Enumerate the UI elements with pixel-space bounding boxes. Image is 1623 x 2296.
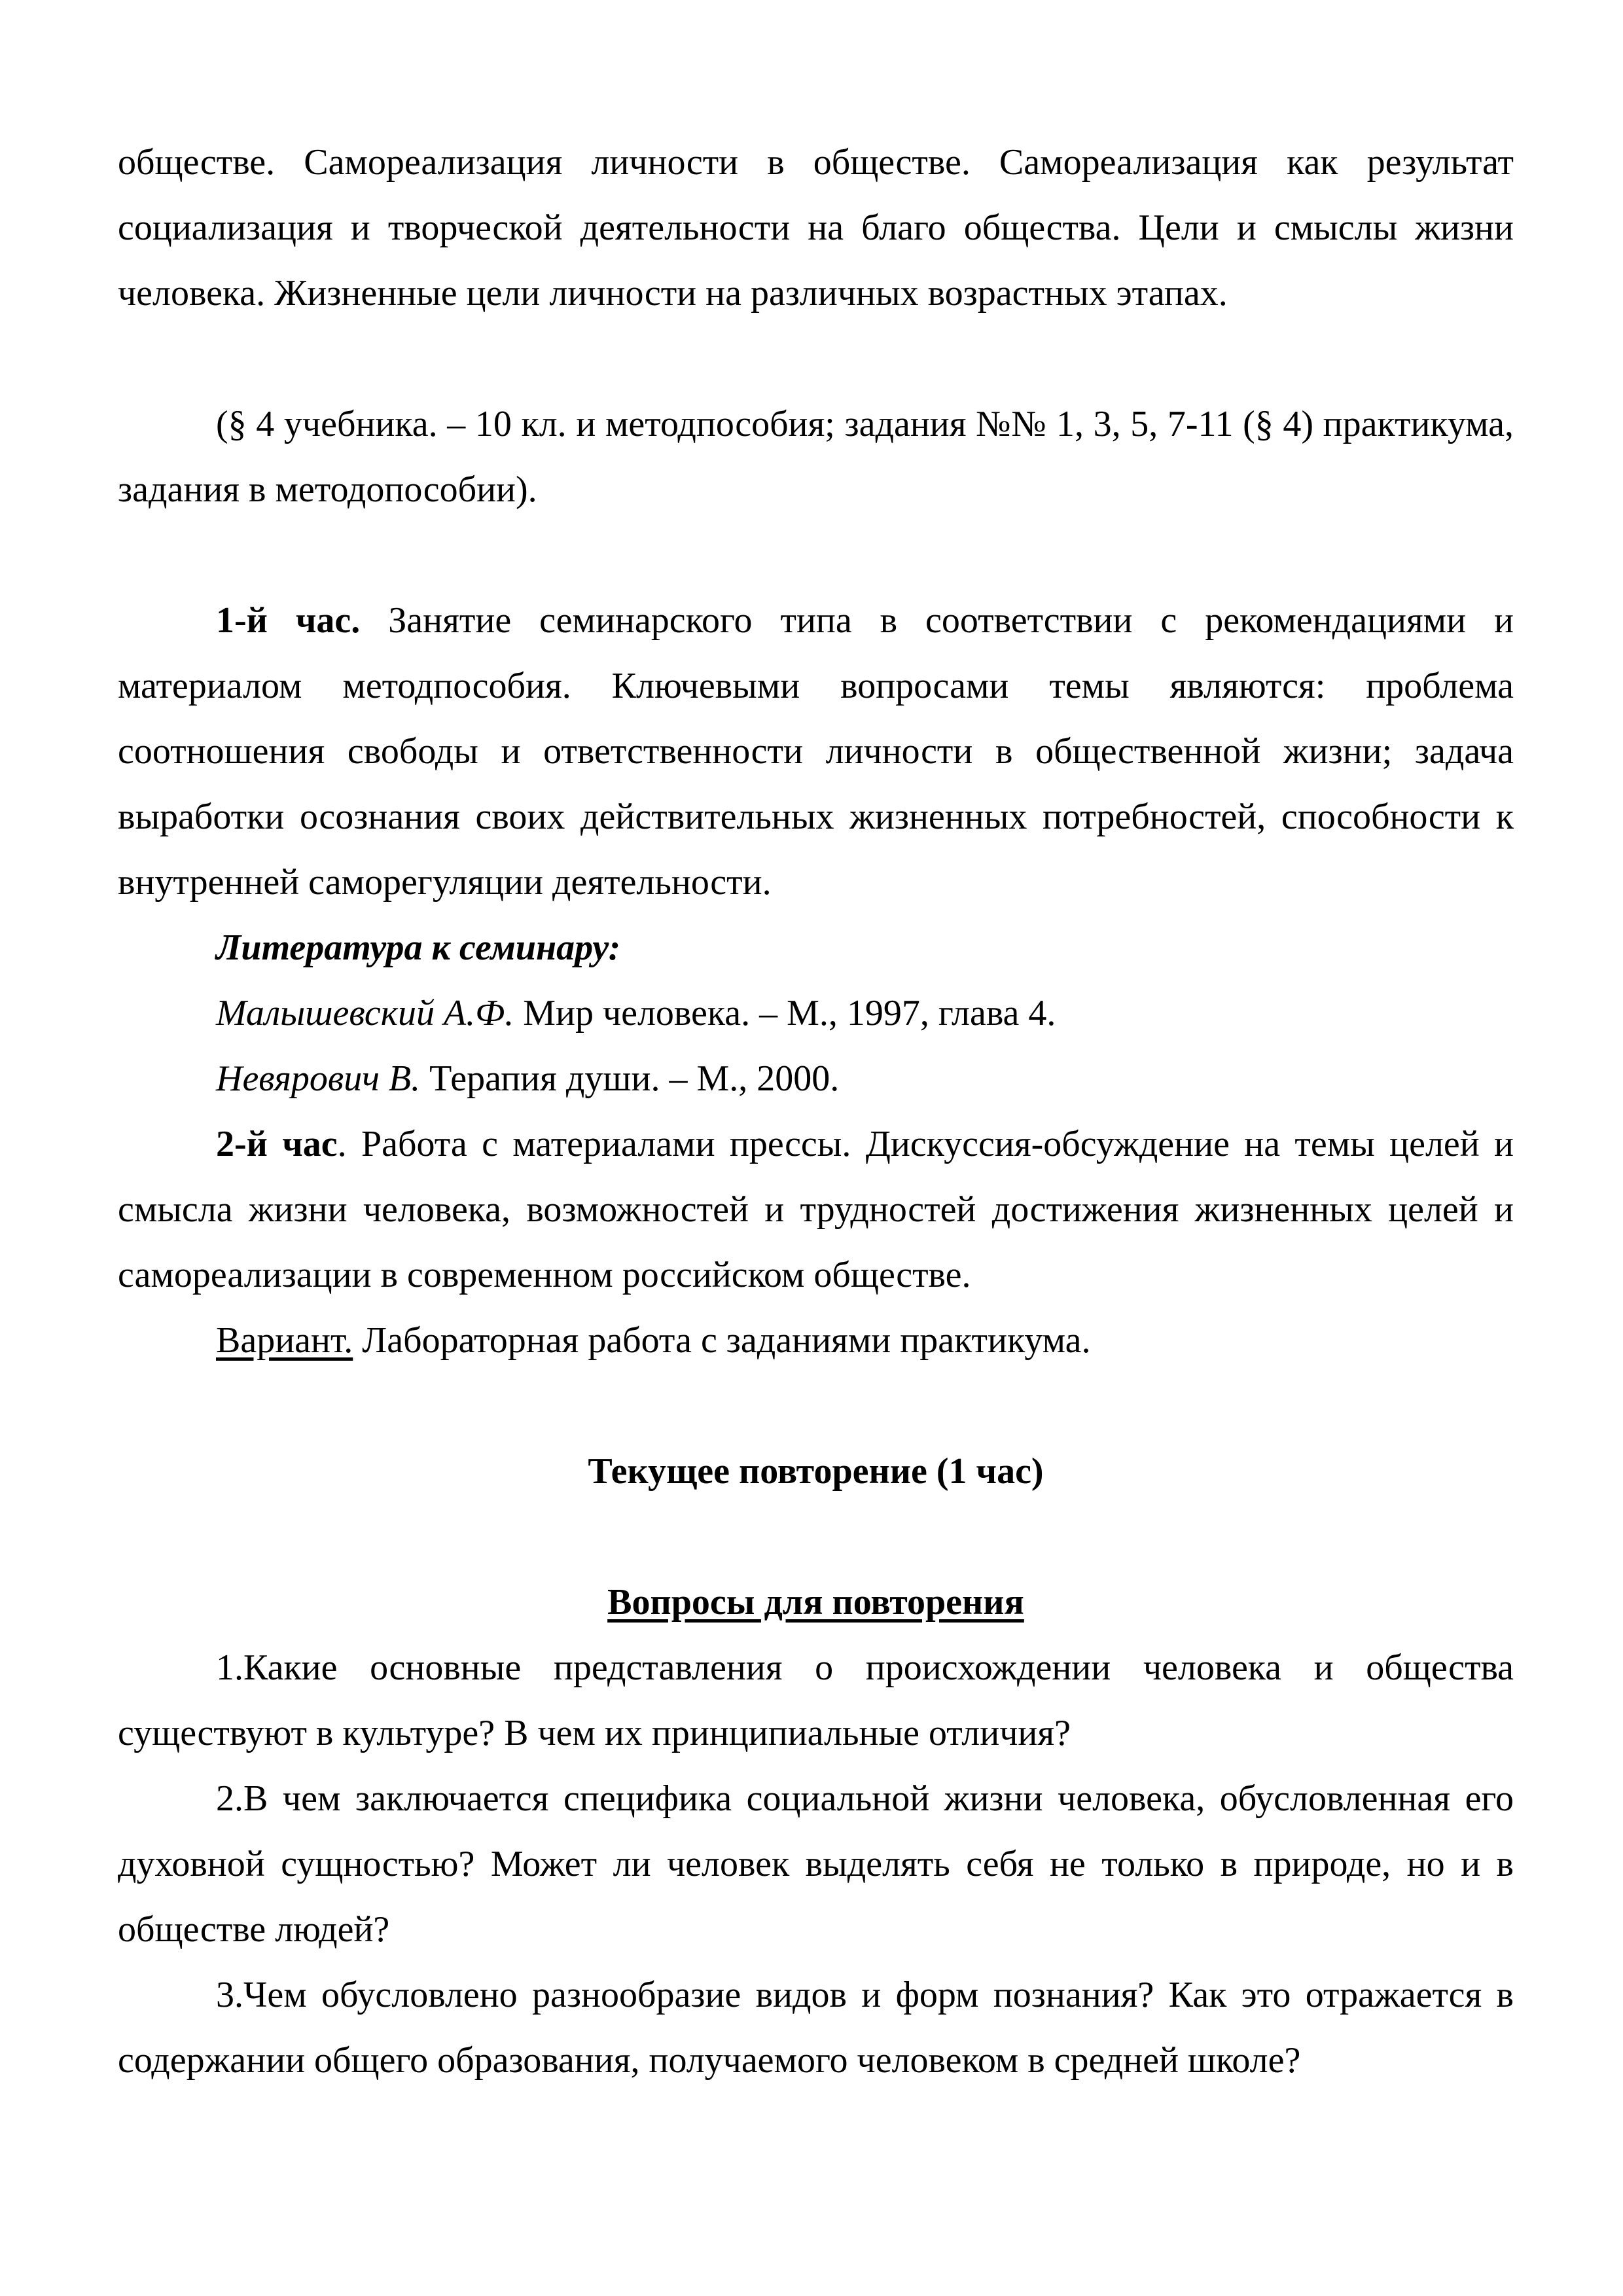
variant-text: Лабораторная работа с заданиями практикума. [353, 1320, 1091, 1361]
literature-author: Малышевский А.Ф. [216, 993, 514, 1033]
hour1-text: Занятие семинарского типа в соответствии с рекомендациями и материалом методпособия. Ключевыми вопросами темы являются: проблема соотношения свободы и ответственности личности в общественной жизни; задача выработки осознания своих действительных жизненных потребностей, способности к внутренней саморегуляции деятельности. [118, 600, 1514, 903]
hour2-paragraph [118, 1111, 1514, 1308]
literature-heading: Литература к семинару: [216, 927, 621, 968]
literature-item [118, 1046, 1514, 1111]
question-item: 1.Какие основные представления о происхождении человека и общества существуют в культуре? В чем их принципиальные отличия? [118, 1647, 1514, 1753]
section-title: Текущее повторение (1 час) [588, 1451, 1044, 1492]
document-page [118, 130, 1514, 2093]
literature-item [118, 980, 1514, 1046]
intro-paragraph: обществе. Самореализация личности в обществе. Самореализация как результат социализация и творческой деятельности на благо общества. Цели и смыслы жизни человека. Жизненные цели личности на различных возрастных этапах. [118, 142, 1514, 314]
questions-title: Вопросы для повторения [607, 1582, 1024, 1623]
reference-paragraph: (§ 4 учебника. – 10 кл. и методпособия; задания №№ 1, 3, 5, 7-11 (§ 4) практикума, задания в методопособии). [118, 404, 1514, 510]
hour1-label: 1-й час. [216, 600, 361, 641]
variant-label: Вариант. [216, 1320, 353, 1361]
literature-author: Невярович В. [216, 1058, 421, 1099]
hour2-text: . Работа с материалами прессы. Дискуссия-обсуждение на темы целей и смысла жизни человека, возможностей и трудностей достижения жизненных целей и самореализации в современном российском обществе. [118, 1124, 1514, 1295]
question-item: 3.Чем обусловлено разнообразие видов и форм познания? Как это отражается в содержании общего образования, получаемого человеком в средней школе? [118, 1975, 1514, 2081]
literature-text: Мир человека. – М., 1997, глава 4. [514, 993, 1056, 1033]
hour1-paragraph [118, 588, 1514, 915]
question-item: 2.В чем заключается специфика социальной жизни человека, обусловленная его духовной сущностью? Может ли человек выделять себя не только в природе, но и в обществе людей? [118, 1778, 1514, 1950]
variant-paragraph [118, 1308, 1514, 1373]
hour2-label: 2-й час [216, 1124, 338, 1164]
literature-text: Терапия души. – М., 2000. [420, 1058, 840, 1099]
